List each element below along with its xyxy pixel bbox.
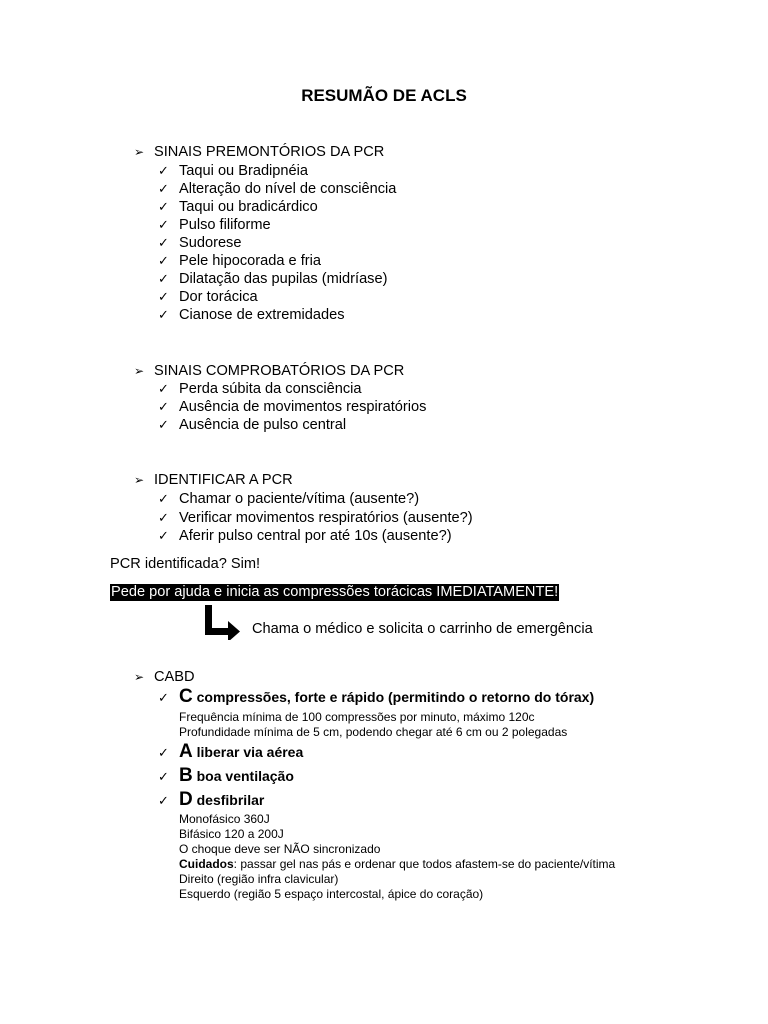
letter-c: C bbox=[179, 686, 193, 707]
detail-line: Profundidade mínima de 5 cm, podendo chegar até 6 cm ou 2 polegadas bbox=[179, 725, 568, 739]
list-item: ✓ Cianose de extremidades bbox=[158, 307, 345, 323]
list-item: ✓ Taqui ou bradicárdico bbox=[158, 199, 318, 215]
detail-line: Esquerdo (região 5 espaço intercostal, ápice do coração) bbox=[179, 887, 484, 901]
check-icon: ✓ bbox=[158, 528, 169, 543]
check-icon: ✓ bbox=[158, 769, 169, 784]
cabd-item-a: ✓ A liberar via aérea bbox=[158, 741, 304, 762]
list-item: ✓ Verificar movimentos respiratórios (ausente?) bbox=[158, 510, 473, 526]
cabd-item-d: ✓ D desfibrilar bbox=[158, 789, 265, 810]
check-icon: ✓ bbox=[158, 381, 169, 396]
page-title: RESUMÃO DE ACLS bbox=[301, 86, 467, 105]
check-icon: ✓ bbox=[158, 253, 169, 268]
check-icon: ✓ bbox=[158, 235, 169, 250]
letter-b: B bbox=[179, 765, 193, 786]
arrow-bullet-icon: ➢ bbox=[134, 473, 145, 487]
cabd-item-c: ✓ C compressões, forte e rápido (permitindo o retorno do tórax) bbox=[158, 686, 595, 707]
detail-line: Bifásico 120 a 200J bbox=[179, 827, 284, 841]
check-icon: ✓ bbox=[158, 217, 169, 232]
list-item: ✓ Ausência de pulso central bbox=[158, 417, 347, 433]
check-icon: ✓ bbox=[158, 271, 169, 286]
section-heading-text: IDENTIFICAR A PCR bbox=[154, 472, 293, 488]
list-item: ✓ Perda súbita da consciência bbox=[158, 381, 362, 397]
cabd-item-b: ✓ B boa ventilação bbox=[158, 765, 294, 786]
check-icon: ✓ bbox=[158, 491, 169, 506]
list-item: ✓ Aferir pulso central por até 10s (ausente?) bbox=[158, 528, 452, 544]
list-item: ✓ Chamar o paciente/vítima (ausente?) bbox=[158, 491, 420, 507]
section-heading-text: CABD bbox=[154, 669, 195, 685]
check-icon: ✓ bbox=[158, 745, 169, 760]
list-item: ✓ Ausência de movimentos respiratórios bbox=[158, 399, 427, 415]
cuidados-label: Cuidados bbox=[179, 857, 234, 871]
section-heading-identificar bbox=[134, 471, 293, 489]
l-arrow-icon bbox=[202, 604, 242, 640]
list-item: ✓ Alteração do nível de consciência bbox=[158, 181, 397, 197]
check-icon: ✓ bbox=[158, 793, 169, 808]
check-icon: ✓ bbox=[158, 163, 169, 178]
arrow-bullet-icon: ➢ bbox=[134, 145, 145, 159]
list-item: ✓ Pulso filiforme bbox=[158, 217, 271, 233]
section-heading-comprobatorios bbox=[134, 362, 404, 380]
section-heading-cabd bbox=[134, 668, 195, 686]
arrow-bullet-icon: ➢ bbox=[134, 364, 145, 378]
highlight-banner: Pede por ajuda e inicia as compressões torácicas IMEDIATAMENTE! bbox=[111, 584, 559, 600]
list-item: ✓ Dilatação das pupilas (midríase) bbox=[158, 271, 388, 287]
list-item: ✓ Pele hipocorada e fria bbox=[158, 253, 321, 269]
letter-d: D bbox=[179, 789, 193, 810]
list-item: ✓ Sudorese bbox=[158, 235, 242, 251]
check-icon: ✓ bbox=[158, 399, 169, 414]
check-icon: ✓ bbox=[158, 690, 169, 705]
list-item: ✓ Taqui ou Bradipnéia bbox=[158, 163, 309, 179]
note-text: Chama o médico e solicita o carrinho de emergência bbox=[252, 621, 593, 637]
letter-a: A bbox=[179, 741, 193, 762]
list-item: ✓ Dor torácica bbox=[158, 289, 258, 305]
pcr-identified-text: PCR identificada? Sim! bbox=[110, 556, 261, 572]
check-icon: ✓ bbox=[158, 307, 169, 322]
detail-line: Direito (região infra clavicular) bbox=[179, 872, 339, 886]
check-icon: ✓ bbox=[158, 510, 169, 525]
section-heading-text: SINAIS COMPROBATÓRIOS DA PCR bbox=[154, 363, 405, 379]
check-icon: ✓ bbox=[158, 181, 169, 196]
arrow-bullet-icon: ➢ bbox=[134, 670, 145, 684]
detail-line: O choque deve ser NÃO sincronizado bbox=[179, 842, 381, 856]
check-icon: ✓ bbox=[158, 289, 169, 304]
cuidados-line: Cuidados: passar gel nas pás e ordenar que todos afastem-se do paciente/vítima bbox=[179, 857, 616, 871]
section-heading-text: SINAIS PREMONTÓRIOS DA PCR bbox=[154, 144, 385, 160]
detail-line: Frequência mínima de 100 compressões por minuto, máximo 120c bbox=[179, 710, 535, 724]
section-heading-premonitorios bbox=[134, 143, 384, 161]
check-icon: ✓ bbox=[158, 417, 169, 432]
detail-line: Monofásico 360J bbox=[179, 812, 270, 826]
check-icon: ✓ bbox=[158, 199, 169, 214]
